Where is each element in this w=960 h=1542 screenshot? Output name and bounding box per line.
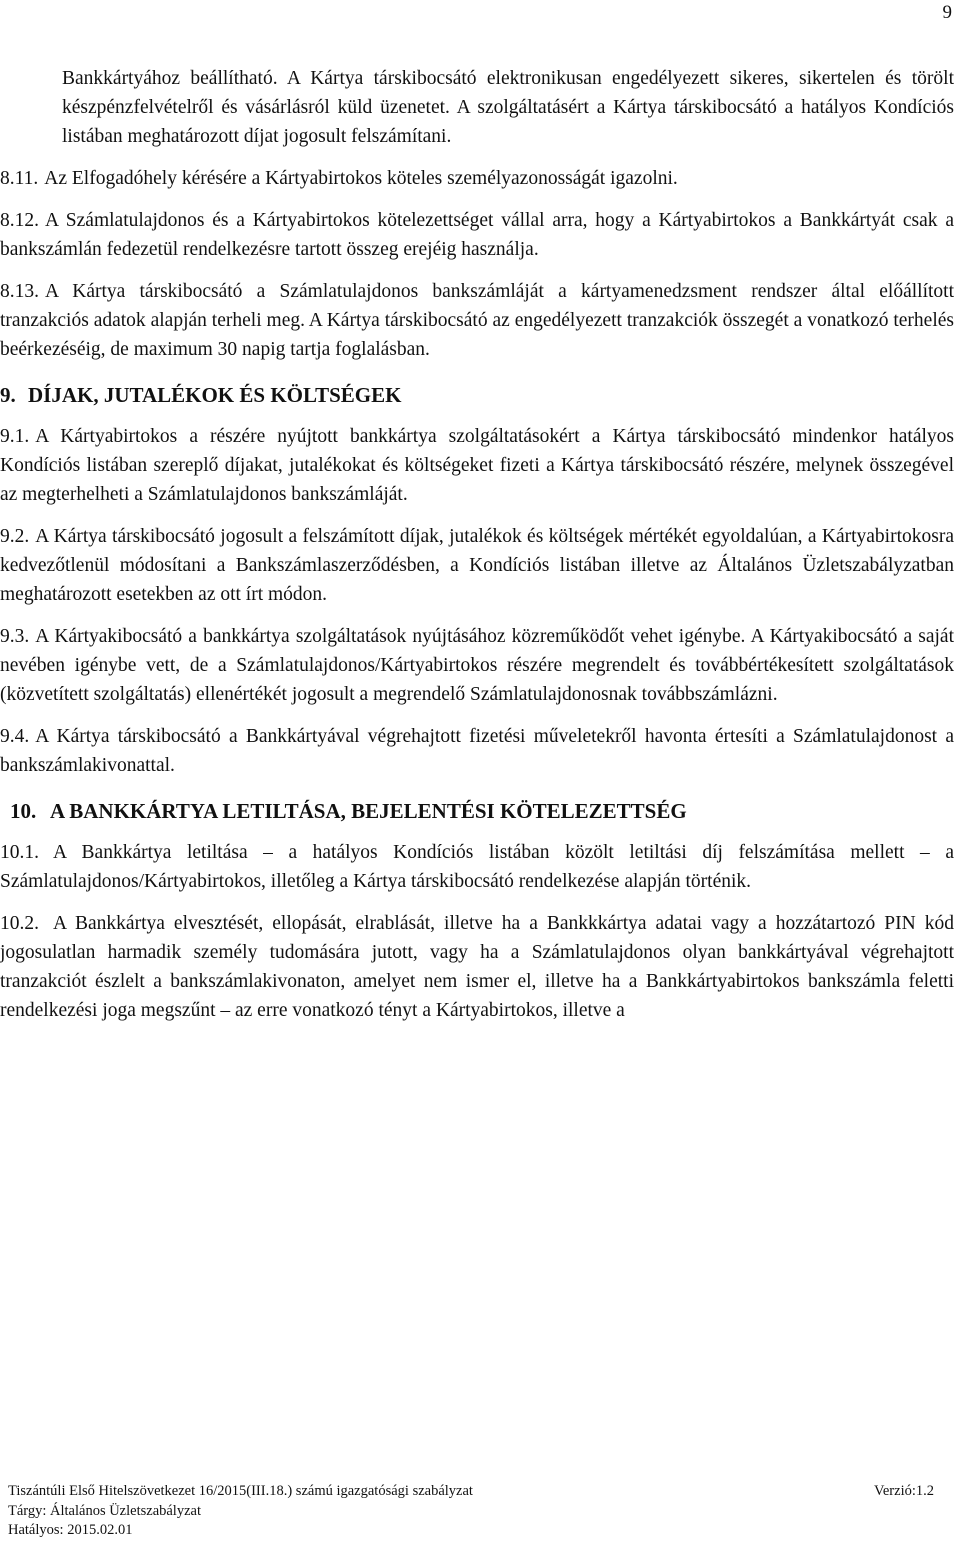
clause-text: A Bankkártya elvesztését, ellopását, elrablását, illetve ha a Bankkkártya adatai vagy a hozzátartozó PIN kód jogosulatlan harmadik személy tudomására jutott, vagy ha a Számlatulajdonos olyan bankkártyával végrehajtott tranzakciót észlelt a bankszámlakivonaton, amelyet nem ismer el, illetve ha a Bankkártyabirtokos bankszámla feletti rendelkezési joga megszűnt – az erre vonatkozó tényt a Kártyabirtokos, illetve a [0,913,954,1021]
clause-text: A Kártya társkibocsátó a Bankkártyával végrehajtott fizetési műveletekről havonta értesíti a Számlatulajdonost a bankszámlakivonattal. [0,726,954,776]
clause-text: A Kártyabirtokos a részére nyújtott bankkártya szolgáltatásokért a Kártya társkibocsátó mindenkor hatályos Kondíciós listában szereplő díjakat, jutalékokat és költségeket fizeti a Kártya társkibocsátó részére, melynek összegével az megterhelheti a Számlatulajdonos bankszámláját. [0,426,954,505]
footer-version: Verzió:1.2 [874,1483,934,1499]
clause-text: A Kártya társkibocsátó a Számlatulajdonos bankszámláját a kártyamenedzsment rendszer által előállított tranzakciós adatok alapján terheli meg. A Kártya társkibocsátó az engedélyezett tranzakciók összegét a vonatkozó terhelés beérkezéséig, de maximum 30 napig tartja foglalásban. [0,281,954,360]
clause-10-1 [0,838,954,896]
footer-subject: Tárgy: Általános Üzletszabályzat [8,1502,201,1519]
section-number: 9. [0,383,16,407]
clause-text: Az Elfogadóhely kérésére a Kártyabirtokos köteles személyazonosságát igazolni. [44,168,678,189]
section-title: A BANKKÁRTYA LETILTÁSA, BEJELENTÉSI KÖTELEZETTSÉG [50,799,687,823]
footer-row-regulation [8,1482,934,1502]
clause-number: 10.2. [0,913,39,934]
clause-9-4 [0,722,954,780]
clause-text: A Kártya társkibocsátó jogosult a felszámított díjak, jutalékok és költségek mértékét egyoldalúan, a Kártyabirtokosra kedvezőtlenül módosítani a Bankszámlaszerződésben, a Kondíciós listában illetve az Általános Üzletszabályzatban meghatározott esetekben az ott írt módon. [0,526,954,605]
clause-number: 10.1. [0,842,39,863]
clause-number: 9.2. [0,526,30,547]
clause-number: 8.11. [0,168,39,189]
section-title: DÍJAK, JUTALÉKOK ÉS KÖLTSÉGEK [28,383,402,407]
section-heading-10 [10,796,954,826]
clause-9-3 [0,622,954,709]
clause-text: A Kártyakibocsátó a bankkártya szolgáltatások nyújtásához közreműködőt vehet igénybe. A Kártyakibocsátó a saját nevében igénybe vett, de a Számlatulajdonos/Kártyabirtokos részére megrendelt és továbbértékesített szolgáltatások (közvetített szolgáltatás) ellenértékét jogosult a megrendelő Számlatulajdonosnak továbbszámlázni. [0,626,954,705]
clause-text: A Számlatulajdonos és a Kártyabirtokos kötelezettséget vállal arra, hogy a Kártyabirtokos a Bankkártyát csak a bankszámlán fedezetül rendelkezésre tartott összeg erejéig használja. [0,210,954,260]
section-number: 10. [10,799,37,823]
clause-8-12 [0,206,954,264]
clause-number: 9.1. [0,426,30,447]
page-number: 9 [942,2,952,23]
clause-9-1 [0,422,954,509]
clause-9-2 [0,522,954,609]
clause-number: 8.13. [0,281,39,302]
footer-regulation: Tiszántúli Első Hitelszövetkezet 16/2015(III.18.) számú igazgatósági szabályzat [8,1483,473,1499]
document-body [0,64,954,1025]
clause-number: 8.12. [0,210,39,231]
clause-text: A Bankkártya letiltása – a hatályos Kondíciós listában közölt letiltási díj felszámítása mellett – a Számlatulajdonos/Kártyabirtokos, illetőleg a Kártya társkibocsátó rendelkezése alapján történik. [0,842,954,892]
page-footer [8,1482,934,1541]
clause-number: 9.3. [0,626,30,647]
section-heading-9 [0,380,954,410]
clause-8-13 [0,277,954,364]
clause-8-11 [0,164,954,193]
intro-paragraph: Bankkártyához beállítható. A Kártya társkibocsátó elektronikusan engedélyezett sikeres, sikertelen és törölt készpénzfelvételről és vásárlásról küld üzenetet. A szolgáltatásért a Kártya társkibocsátó a hatályos Kondíciós listában meghatározott díjat jogosult felszámítani. [62,68,954,147]
clause-10-2 [0,909,954,1025]
footer-effective: Hatályos: 2015.02.01 [8,1522,133,1538]
clause-number: 9.4. [0,726,30,747]
